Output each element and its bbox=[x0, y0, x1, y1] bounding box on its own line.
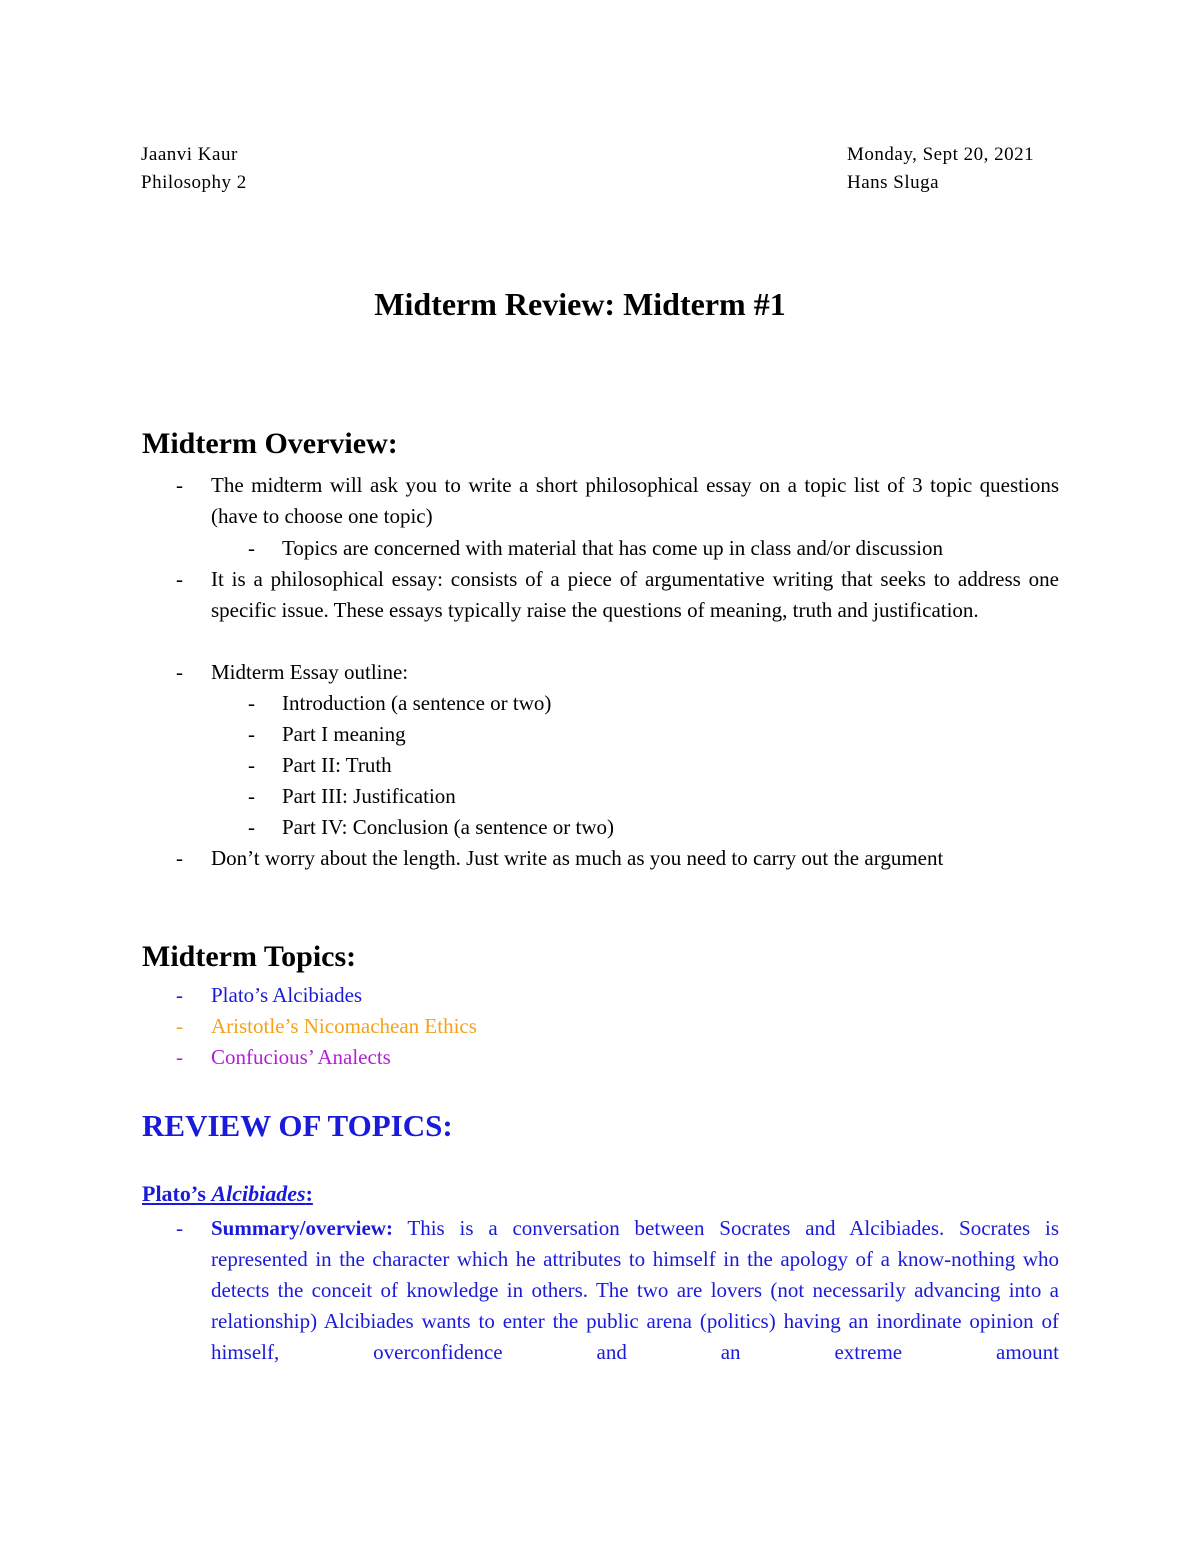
bullet-dash: - bbox=[176, 1014, 183, 1038]
topic-item-text: Aristotle’s Nicomachean Ethics bbox=[211, 1014, 477, 1038]
bullet-dash: - bbox=[248, 536, 255, 560]
summary-label: Summary/overview: bbox=[211, 1216, 393, 1240]
bullet-dash: - bbox=[248, 722, 255, 746]
overview-item-3-text: Midterm Essay outline: bbox=[211, 660, 409, 684]
bullet-dash: - bbox=[176, 473, 183, 497]
plato-summary-text bbox=[211, 1213, 1059, 1368]
topics-heading: Midterm Topics: bbox=[142, 940, 357, 973]
outline-item-text: Part II: Truth bbox=[282, 753, 392, 777]
overview-item-4-text: Don’t worry about the length. Just write as much as you need to carry out the argument bbox=[211, 846, 944, 870]
document-title: Midterm Review: Midterm #1 bbox=[374, 286, 786, 322]
overview-subitem-1-text: Topics are concerned with material that has come up in class and/or discussion bbox=[282, 536, 943, 560]
review-heading: REVIEW OF TOPICS: bbox=[142, 1108, 453, 1143]
plato-heading-prefix: Plato’s bbox=[142, 1181, 212, 1206]
topic-item-text: Confucious’ Analects bbox=[211, 1045, 391, 1069]
bullet-dash: - bbox=[176, 1216, 183, 1240]
bullet-dash: - bbox=[248, 815, 255, 839]
author-name: Jaanvi Kaur bbox=[141, 144, 238, 165]
bullet-dash: - bbox=[176, 846, 183, 870]
overview-item-1-text: The midterm will ask you to write a short philosophical essay on a topic list of 3 topic questions (have to choose one topic) bbox=[211, 473, 1059, 528]
outline-item-text: Part IV: Conclusion (a sentence or two) bbox=[282, 815, 615, 839]
bullet-dash: - bbox=[176, 567, 183, 591]
outline-item-text: Part III: Justification bbox=[282, 784, 456, 808]
bullet-dash: - bbox=[248, 784, 255, 808]
outline-item-text: Introduction (a sentence or two) bbox=[282, 691, 552, 715]
bullet-dash: - bbox=[176, 983, 183, 1007]
plato-heading-work: Alcibiades bbox=[211, 1181, 306, 1206]
date: Monday, Sept 20, 2021 bbox=[847, 144, 1035, 165]
outline-item-text: Part I meaning bbox=[282, 722, 406, 746]
overview-heading: Midterm Overview: bbox=[142, 427, 398, 460]
bullet-dash: - bbox=[176, 660, 183, 684]
bullet-dash: - bbox=[176, 1045, 183, 1069]
bullet-dash: - bbox=[248, 691, 255, 715]
plato-section-heading bbox=[142, 1179, 313, 1209]
summary-body: This is a conversation between Socrates and Alcibiades. Socrates is represented in the character which he attributes to himself in the apology of a know-nothing who detects the conceit of knowledge in others. The two are lovers (not necessarily advancing into a relationship) Alcibiades wants to enter the public arena (politics) having an inordinate opinion of himself, overconfidence and an extreme amount bbox=[211, 1216, 1059, 1364]
course-name: Philosophy 2 bbox=[141, 172, 247, 193]
instructor-name: Hans Sluga bbox=[847, 172, 940, 193]
topic-item-text: Plato’s Alcibiades bbox=[211, 983, 363, 1007]
plato-heading-suffix: : bbox=[305, 1181, 313, 1206]
overview-item-2-text: It is a philosophical essay: consists of a piece of argumentative writing that seeks to address one specific issue. These essays typically raise the questions of meaning, truth and justification. bbox=[211, 567, 1059, 622]
bullet-dash: - bbox=[248, 753, 255, 777]
